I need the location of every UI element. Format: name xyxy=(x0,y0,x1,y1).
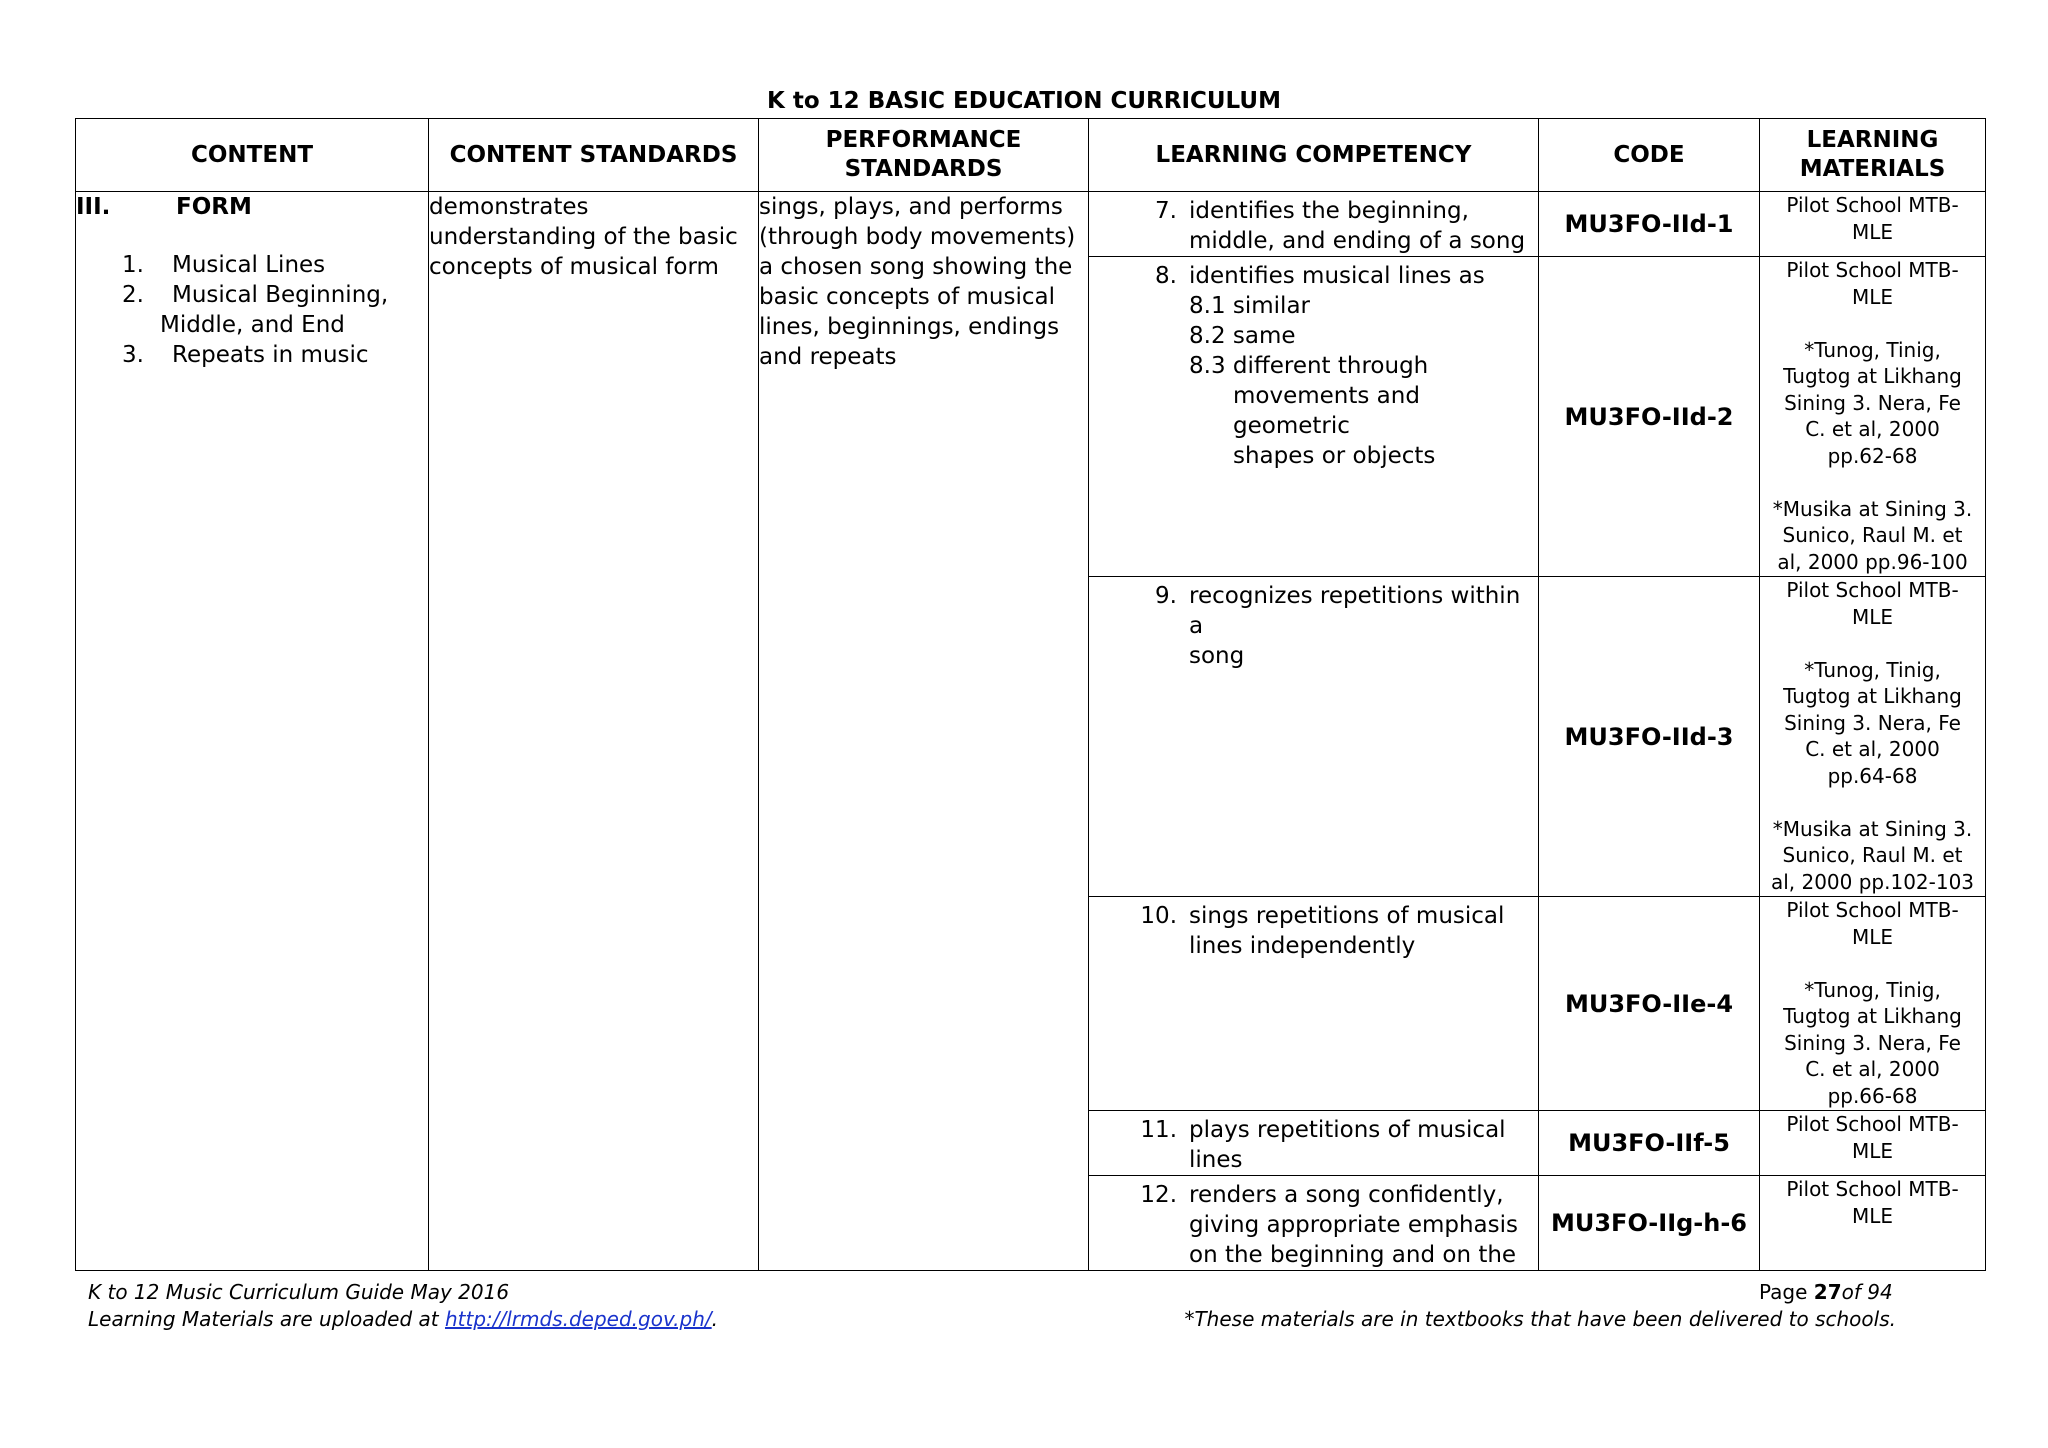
text-line: *Tunog, Tinig, xyxy=(1804,657,1941,682)
materials-cell xyxy=(1760,192,1986,257)
text-line: recognizes repetitions within a xyxy=(1189,583,1521,639)
performance-standards-cell xyxy=(759,192,1089,1271)
text-line: demonstrates xyxy=(429,194,589,220)
text-line: Pilot School MTB- xyxy=(1786,193,1959,217)
text-line: Pilot School MTB- xyxy=(1786,1177,1959,1201)
materials-cell xyxy=(1760,1176,1986,1271)
content-heading: FORM xyxy=(176,194,252,220)
text-line: Sining 3. Nera, Fe xyxy=(1784,390,1961,415)
text-line: Tugtog at Likhang xyxy=(1783,1004,1962,1028)
text-line: sings repetitions of musical xyxy=(1189,903,1505,929)
sub-item-cont: movements and geometric xyxy=(1233,383,1420,439)
topic-text: Repeats in music xyxy=(172,342,369,368)
text-line: al, 2000 pp.102-103 xyxy=(1770,869,1975,894)
text-line: Sunico, Raul M. et xyxy=(1782,843,1963,867)
lrmds-link[interactable]: http://lrmds.deped.gov.ph/ xyxy=(444,1307,712,1331)
competency-cell xyxy=(1089,897,1539,1111)
list-item xyxy=(116,310,428,340)
list-item xyxy=(116,280,428,310)
topic-text-cont: Middle, and End xyxy=(160,312,345,338)
text-line: Sunico, Raul M. et xyxy=(1782,523,1963,547)
text-line: C. et al, 2000 xyxy=(1805,1057,1940,1081)
materials-cell xyxy=(1760,257,1986,577)
header-learning-materials xyxy=(1760,119,1986,192)
sub-item-cont: shapes or objects xyxy=(1233,443,1436,469)
topic-number: 3. xyxy=(122,342,144,368)
competency-number: 7. xyxy=(1155,198,1177,224)
topic-number: 1. xyxy=(122,252,144,278)
text-line: lines, beginnings, endings xyxy=(759,314,1060,340)
header-performance-line2: STANDARDS xyxy=(844,156,1003,182)
text-line: and repeats xyxy=(759,344,897,370)
text-line: *Musika at Sining 3. xyxy=(1772,496,1973,521)
text-line: Pilot School MTB- xyxy=(1786,578,1959,602)
content-roman: III. xyxy=(76,194,111,220)
page-total: of 94 xyxy=(1841,1280,1893,1304)
materials-cell xyxy=(1760,1111,1986,1176)
text-line: concepts of musical form xyxy=(429,254,719,280)
text-line: Pilot School MTB- xyxy=(1786,898,1959,922)
spacer xyxy=(1760,950,1985,977)
code-cell: MU3FO-IIe-4 xyxy=(1539,897,1760,1111)
text-line: Pilot School MTB- xyxy=(1786,258,1959,282)
header-performance-line1: PERFORMANCE xyxy=(825,127,1022,153)
table-row xyxy=(76,192,1986,257)
text-line: renders a song confidently, xyxy=(1189,1182,1504,1208)
topic-text: Musical Beginning, xyxy=(172,282,389,308)
header-materials-line2: MATERIALS xyxy=(1799,156,1946,182)
topic-list xyxy=(76,250,428,370)
text-line: Tugtog at Likhang xyxy=(1783,364,1962,388)
text-line: pp.66-68 xyxy=(1827,1083,1918,1108)
text-line: MLE xyxy=(1851,219,1894,244)
text-line: a chosen song showing the xyxy=(759,254,1073,280)
text-line: song xyxy=(1189,643,1245,669)
competency-cell xyxy=(1089,192,1539,257)
code-cell: MU3FO-IIf-5 xyxy=(1539,1111,1760,1176)
competency-cell xyxy=(1089,577,1539,897)
footer-note: *These materials are in textbooks that have been delivered to schools. xyxy=(1184,1307,1896,1331)
text-line: pp.64-68 xyxy=(1827,763,1918,788)
list-item xyxy=(116,250,428,280)
competency-cell xyxy=(1089,1111,1539,1176)
competency-number: 12. xyxy=(1140,1182,1177,1208)
header-performance-standards xyxy=(759,119,1089,192)
header-content: CONTENT xyxy=(76,119,429,192)
competency-number: 9. xyxy=(1155,583,1177,609)
text-line: *Musika at Sining 3. xyxy=(1772,816,1973,841)
document-title: K to 12 BASIC EDUCATION CURRICULUM xyxy=(767,88,1281,114)
text-line: sings, plays, and performs xyxy=(759,194,1063,220)
spacer xyxy=(1760,789,1985,816)
curriculum-table xyxy=(75,118,1986,1271)
code-cell: MU3FO-IId-2 xyxy=(1539,257,1760,577)
code-cell: MU3FO-IId-3 xyxy=(1539,577,1760,897)
text-line: giving appropriate emphasis xyxy=(1189,1212,1518,1238)
text-line: lines independently xyxy=(1189,933,1416,959)
table-header-row xyxy=(76,119,1986,192)
text-line: C. et al, 2000 xyxy=(1805,417,1940,441)
text-line: plays repetitions of musical xyxy=(1189,1117,1506,1143)
text-line: Tugtog at Likhang xyxy=(1783,684,1962,708)
header-code: CODE xyxy=(1539,119,1760,192)
footer-guide-title: K to 12 Music Curriculum Guide May 2016 xyxy=(88,1280,510,1304)
text-line: lines xyxy=(1189,1147,1243,1173)
materials-cell xyxy=(1760,897,1986,1111)
header-learning-competency: LEARNING COMPETENCY xyxy=(1089,119,1539,192)
materials-cell xyxy=(1760,577,1986,897)
text-line: *Tunog, Tinig, xyxy=(1804,337,1941,362)
text-line: Sining 3. Nera, Fe xyxy=(1784,1030,1961,1055)
page-current: 27 xyxy=(1813,1280,1842,1304)
text-line: identifies musical lines as xyxy=(1189,263,1485,289)
competency-number: 11. xyxy=(1140,1117,1177,1143)
footer-left xyxy=(88,1279,718,1333)
footer-upload-text: Learning Materials are uploaded at xyxy=(88,1307,445,1331)
text-line: Pilot School MTB- xyxy=(1786,1112,1959,1136)
text-line: middle, and ending of a song xyxy=(1189,228,1526,254)
text-line: Sining 3. Nera, Fe xyxy=(1784,710,1961,735)
text-line: (through body movements) xyxy=(759,224,1076,250)
header-materials-line1: LEARNING xyxy=(1806,127,1939,153)
sub-item: 8.2 same xyxy=(1189,323,1296,349)
footer-upload-suffix: . xyxy=(711,1307,719,1331)
text-line: MLE xyxy=(1851,604,1894,629)
text-line: on the beginning and on the xyxy=(1189,1242,1517,1268)
text-line: understanding of the basic xyxy=(429,224,738,250)
text-line: basic concepts of musical xyxy=(759,284,1055,310)
footer-upload-line xyxy=(88,1306,718,1333)
spacer xyxy=(1760,310,1985,337)
spacer xyxy=(1760,630,1985,657)
sub-item: 8.1 similar xyxy=(1189,293,1310,319)
text-line: MLE xyxy=(1851,1138,1894,1163)
page-label: Page xyxy=(1759,1280,1814,1304)
text-line: pp.62-68 xyxy=(1827,443,1918,468)
text-line: MLE xyxy=(1851,284,1894,309)
text-line: *Tunog, Tinig, xyxy=(1804,977,1941,1002)
content-standards-cell xyxy=(429,192,759,1271)
competency-cell xyxy=(1089,257,1539,577)
header-content-standards: CONTENT STANDARDS xyxy=(429,119,759,192)
text-line: identifies the beginning, xyxy=(1189,198,1469,224)
topic-text: Musical Lines xyxy=(172,252,326,278)
competency-cell xyxy=(1089,1176,1539,1271)
text-line: C. et al, 2000 xyxy=(1805,737,1940,761)
competency-number: 8. xyxy=(1155,263,1177,289)
text-line: MLE xyxy=(1851,924,1894,949)
code-cell: MU3FO-IIg-h-6 xyxy=(1539,1176,1760,1271)
list-item xyxy=(116,340,428,370)
spacer xyxy=(1760,469,1985,496)
text-line: al, 2000 pp.96-100 xyxy=(1777,549,1968,574)
competency-number: 10. xyxy=(1140,903,1177,929)
text-line: MLE xyxy=(1851,1203,1894,1228)
content-cell xyxy=(76,192,429,1271)
page-number xyxy=(1759,1279,1893,1306)
topic-number: 2. xyxy=(122,282,144,308)
code-cell: MU3FO-IId-1 xyxy=(1539,192,1760,257)
sub-item: 8.3 different through xyxy=(1189,353,1429,379)
